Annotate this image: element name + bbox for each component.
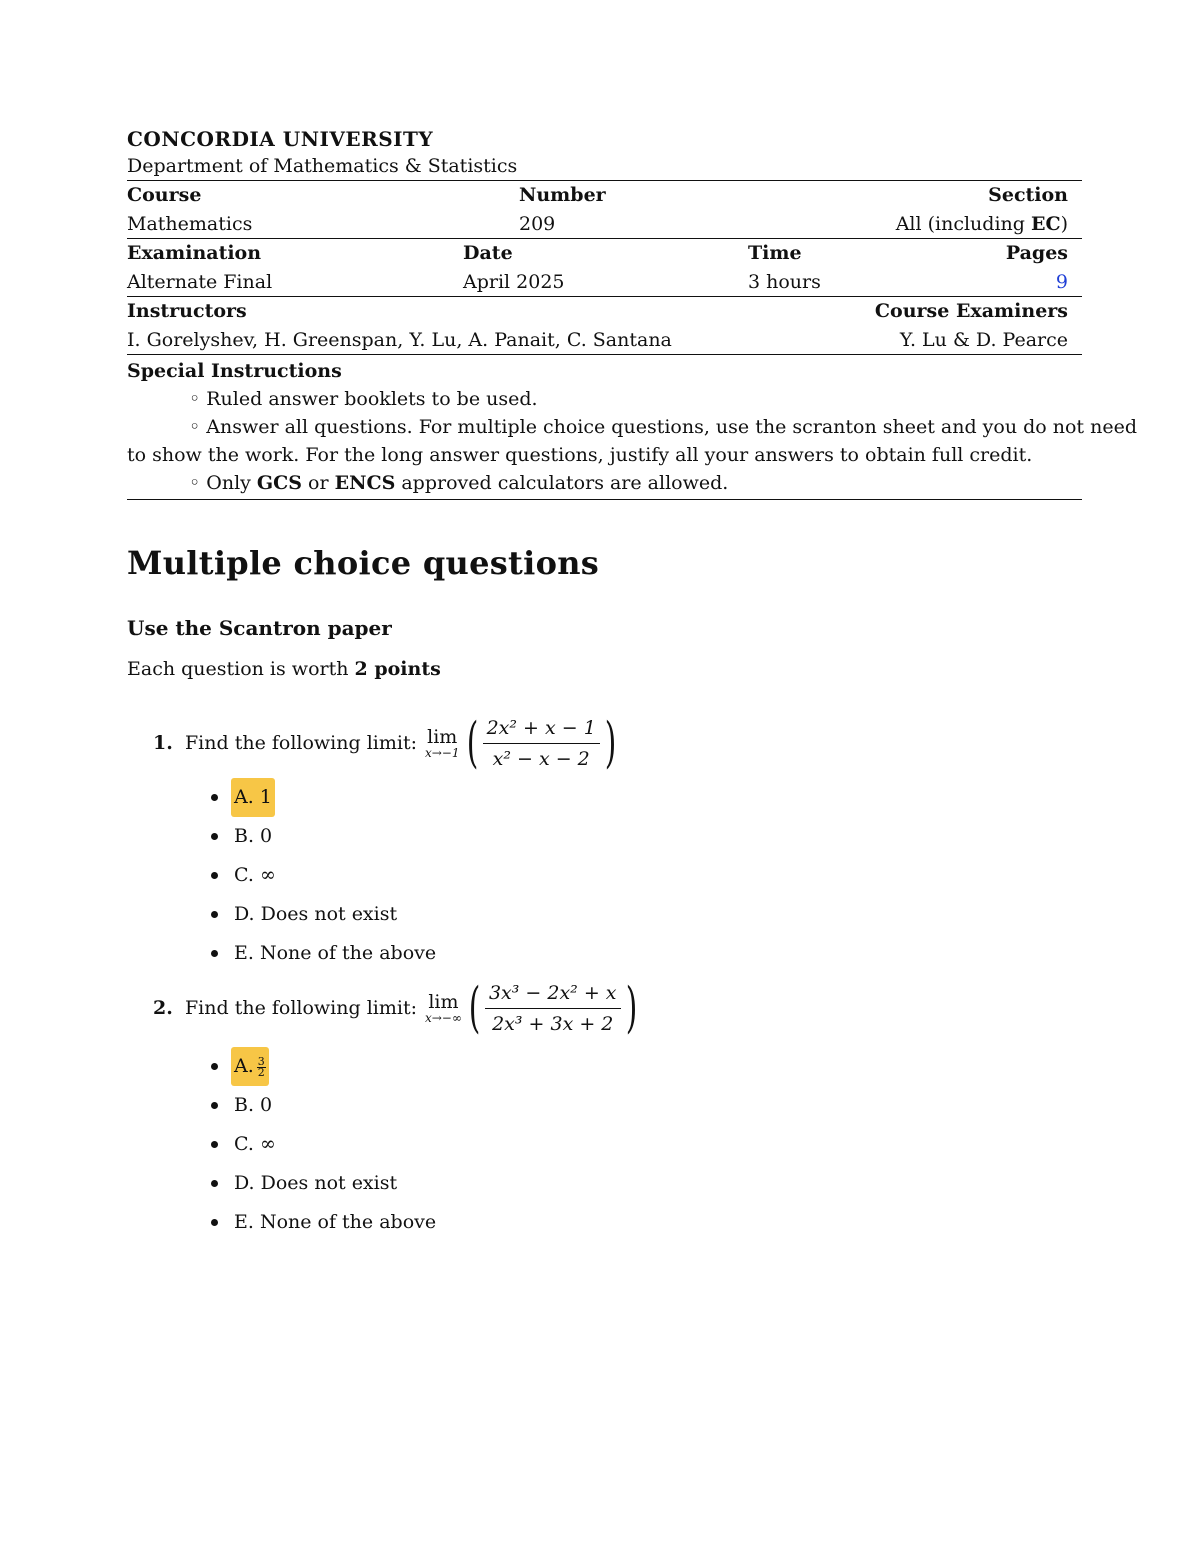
bullet-icon bbox=[211, 1180, 218, 1187]
highlighted-answer: A. 1 bbox=[231, 778, 275, 817]
option-e[interactable]: E. None of the above bbox=[211, 1203, 1082, 1242]
option-e[interactable]: E. None of the above bbox=[211, 934, 1082, 973]
section-title: Multiple choice questions bbox=[127, 544, 600, 582]
bullet-icon bbox=[211, 1063, 218, 1070]
option-a[interactable] bbox=[211, 1047, 1082, 1086]
option-a[interactable] bbox=[211, 778, 1082, 817]
date-value: April 2025 bbox=[463, 271, 565, 293]
numerator: 3x³ − 2x² + x bbox=[485, 980, 621, 1009]
bullet-icon bbox=[211, 872, 218, 879]
time-value: 3 hours bbox=[748, 271, 821, 293]
examiners-label: Course Examiners bbox=[874, 300, 1068, 322]
question-number: 1. bbox=[153, 732, 173, 754]
question-header bbox=[153, 708, 1082, 778]
date-label: Date bbox=[463, 242, 513, 264]
option-c[interactable]: C. ∞ bbox=[211, 1125, 1082, 1164]
exam-header-row bbox=[127, 239, 1082, 268]
bullet-icon bbox=[211, 1141, 218, 1148]
question-1 bbox=[153, 708, 1082, 973]
instruction-item: ◦ Ruled answer booklets to be used. bbox=[189, 388, 538, 410]
left-paren: ( bbox=[466, 711, 478, 774]
number-value: 209 bbox=[519, 213, 556, 235]
bullet-icon bbox=[211, 1219, 218, 1226]
question-number: 2. bbox=[153, 997, 173, 1019]
instructors-header-row bbox=[127, 297, 1082, 326]
bullet-icon bbox=[211, 833, 218, 840]
section-subtitle: Use the Scantron paper bbox=[127, 616, 392, 640]
fraction bbox=[483, 715, 600, 772]
circle-bullet-icon: ◦ bbox=[189, 472, 207, 494]
special-instructions-title: Special Instructions bbox=[127, 360, 342, 382]
course-value: Mathematics bbox=[127, 213, 253, 235]
exam-page bbox=[127, 126, 1137, 1242]
divider bbox=[127, 354, 1082, 355]
question-text: Find the following limit: bbox=[185, 997, 417, 1019]
left-paren: ( bbox=[468, 976, 481, 1039]
options-list bbox=[153, 1047, 1082, 1242]
highlighted-answer: A. $\frac{3}{2}$ bbox=[231, 1047, 269, 1086]
bullet-icon bbox=[211, 1102, 218, 1109]
course-header-row bbox=[127, 181, 1082, 210]
option-b[interactable]: B. 0 bbox=[211, 817, 1082, 856]
bullet-icon bbox=[211, 911, 218, 918]
instruction-item: ◦ Answer all questions. For multiple choice questions, use the scranton sheet and you do not need bbox=[189, 416, 1137, 438]
section-label: Section bbox=[988, 184, 1068, 206]
circle-bullet-icon: ◦ bbox=[189, 416, 207, 438]
limit-operator: lim x→−∞ bbox=[424, 991, 462, 1025]
pages-label: Pages bbox=[1005, 242, 1068, 264]
time-label: Time bbox=[748, 242, 802, 264]
right-paren: ) bbox=[625, 976, 637, 1039]
denominator: x² − x − 2 bbox=[492, 747, 590, 770]
question-2 bbox=[153, 973, 1082, 1242]
department-name: Department of Mathematics & Statistics bbox=[127, 155, 518, 177]
right-paren: ) bbox=[604, 711, 617, 774]
numerator: 2x² + x − 1 bbox=[483, 715, 600, 744]
course-value-row bbox=[127, 210, 1082, 238]
university-name: CONCORDIA UNIVERSITY bbox=[127, 127, 434, 151]
circle-bullet-icon: ◦ bbox=[189, 388, 207, 410]
instructors-label: Instructors bbox=[127, 300, 247, 322]
instructors-value-row bbox=[127, 326, 1082, 354]
section-value: All (including EC) bbox=[895, 213, 1068, 235]
examiners-value: Y. Lu & D. Pearce bbox=[899, 329, 1068, 351]
points-note: Each question is worth 2 points bbox=[127, 658, 441, 680]
options-list bbox=[153, 778, 1082, 973]
instruction-item-continued: to show the work. For the long answer questions, justify all your answers to obtain full credit. bbox=[127, 444, 1033, 466]
question-text: Find the following limit: bbox=[185, 732, 417, 754]
fraction bbox=[485, 980, 621, 1037]
number-label: Number bbox=[519, 184, 606, 206]
course-label: Course bbox=[127, 184, 202, 206]
option-c[interactable]: C. ∞ bbox=[211, 856, 1082, 895]
divider bbox=[127, 499, 1082, 500]
examination-value: Alternate Final bbox=[127, 271, 273, 293]
instruction-item: ◦ Only GCS or ENCS approved calculators are allowed. bbox=[189, 472, 729, 494]
limit-operator: lim x→−1 bbox=[424, 726, 460, 760]
bullet-icon bbox=[211, 794, 218, 801]
question-header bbox=[153, 973, 1082, 1043]
examination-label: Examination bbox=[127, 242, 262, 264]
pages-link[interactable]: 9 bbox=[1055, 271, 1068, 293]
bullet-icon bbox=[211, 950, 218, 957]
denominator: 2x³ + 3x + 2 bbox=[492, 1012, 614, 1035]
instructors-value: I. Gorelyshev, H. Greenspan, Y. Lu, A. Panait, C. Santana bbox=[127, 329, 672, 351]
exam-value-row bbox=[127, 268, 1082, 296]
option-d[interactable]: D. Does not exist bbox=[211, 1164, 1082, 1203]
option-b[interactable]: B. 0 bbox=[211, 1086, 1082, 1125]
option-d[interactable]: D. Does not exist bbox=[211, 895, 1082, 934]
